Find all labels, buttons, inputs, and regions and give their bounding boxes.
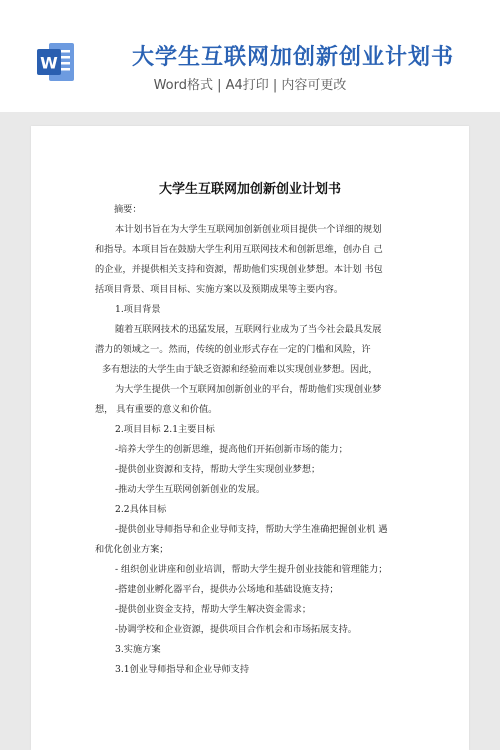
document-line: 的企业，并提供相关支持和资源，帮助他们实现创业梦想。本计划 书包 (95, 264, 383, 275)
document-line: -提供创业导师指导和企业导师支持，帮助大学生准确把握创业机 遇 (115, 524, 388, 535)
page-title: 大学生互联网加创新创业计划书 (132, 45, 455, 70)
document-line: -搭建创业孵化器平台，提供办公场地和基础设施支持； (115, 584, 339, 595)
document-line: 2.2具体目标 (115, 504, 167, 515)
document-line: 随着互联网技术的迅猛发展，互联网行业成为了当今社会最具发展 (115, 324, 382, 335)
document-line: 潜力的领域之一。然而，传统的创业形式存在一定的门槛和风险，许 (95, 344, 371, 355)
document-line: 2.项目目标 2.1主要目标 (115, 424, 215, 435)
document-line: -提供创业资金支持，帮助大学生解决资金需求； (115, 604, 312, 615)
document-line: 3.实施方案 (115, 644, 161, 655)
document-line: -推动大学生互联网创新创业的发展。 (115, 484, 266, 495)
document-line: 本计划书旨在为大学生互联网加创新创业项目提供一个详细的规划 (115, 224, 382, 235)
document-line: -提供创业资源和支持，帮助大学生实现创业梦想； (115, 464, 321, 475)
document-line: 3.1创业导师指导和企业导师支持 (115, 664, 250, 675)
document-line: 和指导。本项目旨在鼓励大学生利用互联网技术和创新思维，创办自 己 (95, 244, 383, 255)
document-line: -协调学校和企业资源，提供项目合作机会和市场拓展支持。 (115, 624, 357, 635)
document-line: 为大学生提供一个互联网加创新创业的平台，帮助他们实现创业梦 (115, 384, 382, 395)
document-page (31, 126, 469, 750)
document-line: 想， 具有重要的意义和价值。 (95, 404, 218, 415)
document-line: 多有想法的大学生由于缺乏资源和经验而难以实现创业梦想。因此， (102, 364, 378, 375)
document-line: 1.项目背景 (115, 304, 161, 315)
document-line: 摘要： (114, 204, 142, 215)
document-line: -培养大学生的创新思维，提高他们开拓创新市场的能力； (115, 444, 348, 455)
document-title: 大学生互联网加创新创业计划书 (158, 182, 341, 197)
document-line: 括项目背景、项目目标、实施方案以及预期成果等主要内容。 (95, 284, 344, 295)
header-banner (0, 0, 500, 112)
logo-letter: W (40, 53, 58, 73)
document-line: 和优化创业方案； (95, 544, 169, 555)
page-subtitle: Word格式 | A4打印 | 内容可更改 (153, 78, 347, 93)
document-body (95, 200, 403, 680)
document-line: - 组织创业讲座和创业培训，帮助大学生提升创业技能和管理能力； (115, 564, 388, 575)
